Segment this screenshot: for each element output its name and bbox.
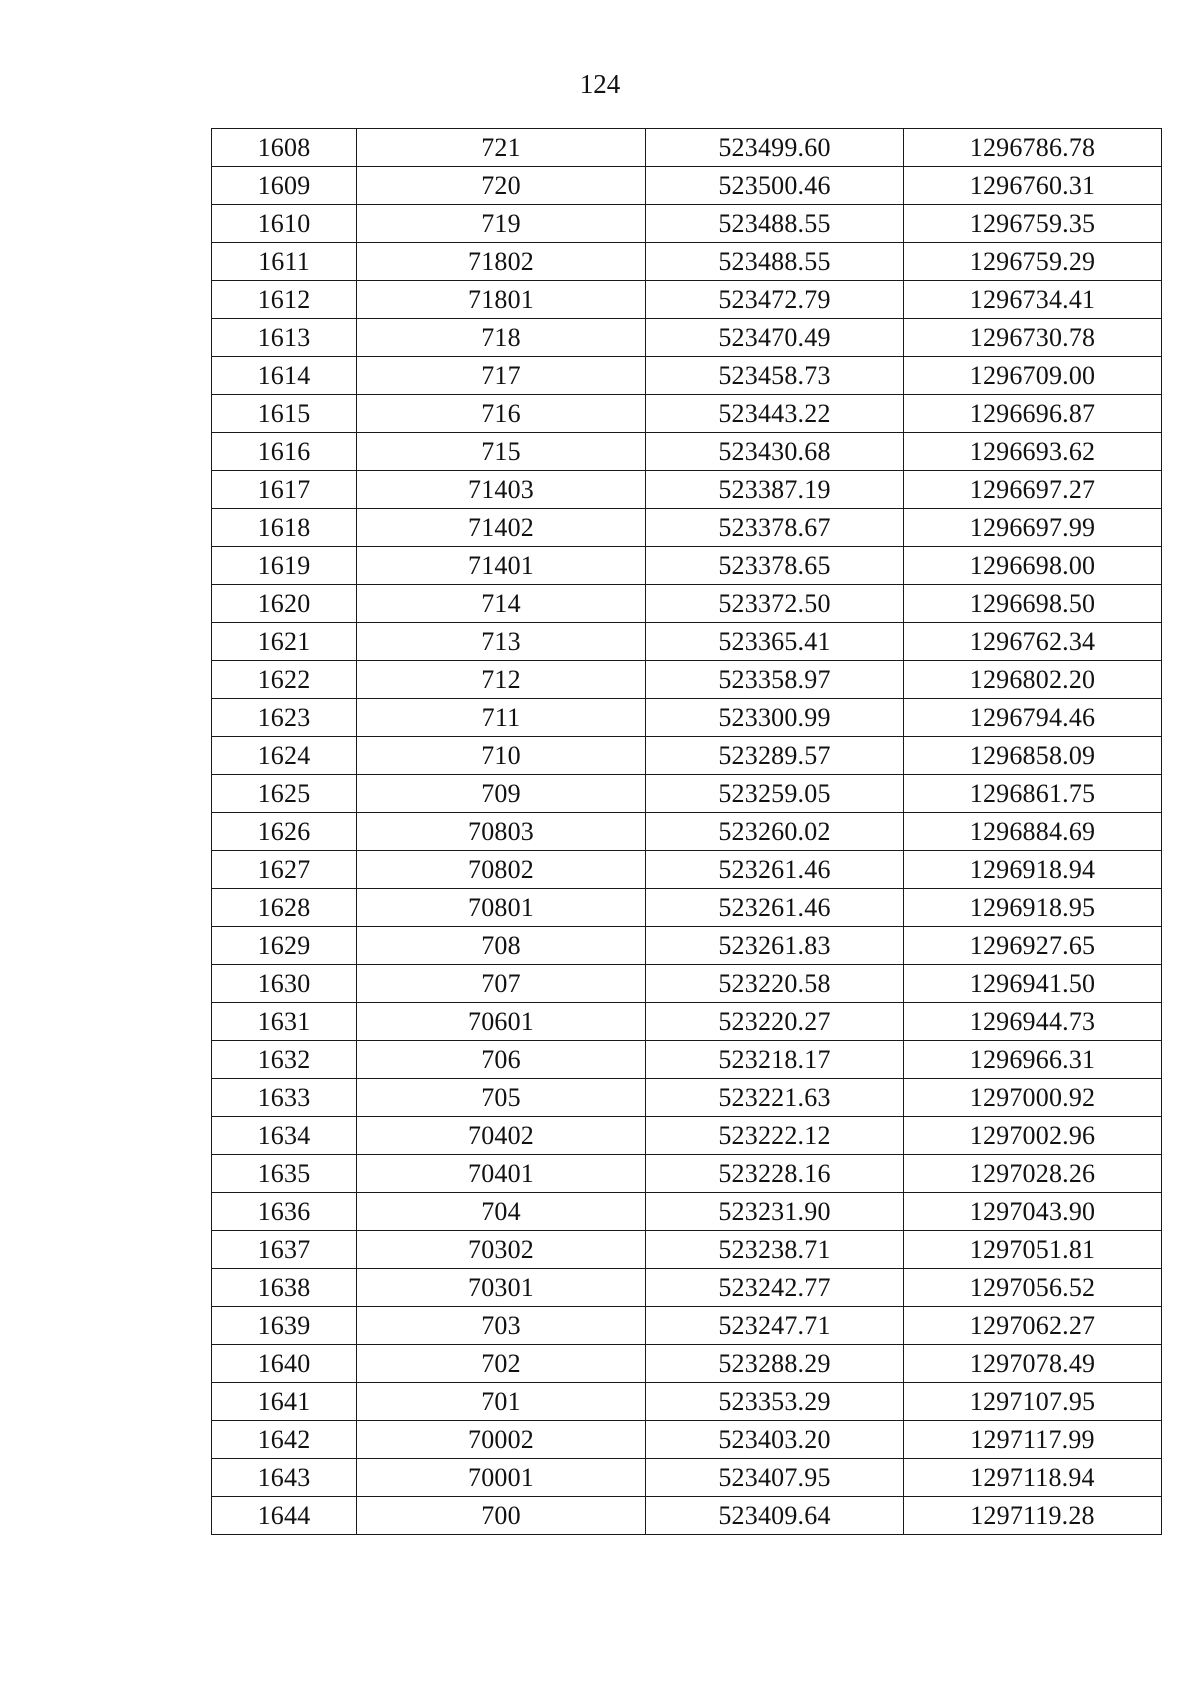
x-coordinate-cell: 523365.41 bbox=[646, 623, 904, 661]
x-coordinate-cell: 523261.83 bbox=[646, 927, 904, 965]
x-coordinate-cell: 523231.90 bbox=[646, 1193, 904, 1231]
point-id-cell: 713 bbox=[357, 623, 646, 661]
table-row bbox=[212, 509, 1162, 547]
x-coordinate-cell: 523430.68 bbox=[646, 433, 904, 471]
table-row bbox=[212, 205, 1162, 243]
table-row bbox=[212, 471, 1162, 509]
y-coordinate-cell: 1296698.00 bbox=[904, 547, 1162, 585]
x-coordinate-cell: 523472.79 bbox=[646, 281, 904, 319]
y-coordinate-cell: 1296698.50 bbox=[904, 585, 1162, 623]
x-coordinate-cell: 523488.55 bbox=[646, 205, 904, 243]
table-row bbox=[212, 775, 1162, 813]
y-coordinate-cell: 1297002.96 bbox=[904, 1117, 1162, 1155]
y-coordinate-cell: 1297107.95 bbox=[904, 1383, 1162, 1421]
x-coordinate-cell: 523289.57 bbox=[646, 737, 904, 775]
point-id-cell: 70401 bbox=[357, 1155, 646, 1193]
point-id-cell: 707 bbox=[357, 965, 646, 1003]
y-coordinate-cell: 1296697.27 bbox=[904, 471, 1162, 509]
point-id-cell: 712 bbox=[357, 661, 646, 699]
y-coordinate-cell: 1296858.09 bbox=[904, 737, 1162, 775]
row-number-cell: 1610 bbox=[212, 205, 357, 243]
row-number-cell: 1629 bbox=[212, 927, 357, 965]
y-coordinate-cell: 1297119.28 bbox=[904, 1497, 1162, 1535]
table-row bbox=[212, 1497, 1162, 1535]
point-id-cell: 718 bbox=[357, 319, 646, 357]
y-coordinate-cell: 1296693.62 bbox=[904, 433, 1162, 471]
x-coordinate-cell: 523242.77 bbox=[646, 1269, 904, 1307]
row-number-cell: 1624 bbox=[212, 737, 357, 775]
point-id-cell: 720 bbox=[357, 167, 646, 205]
point-id-cell: 70002 bbox=[357, 1421, 646, 1459]
x-coordinate-cell: 523218.17 bbox=[646, 1041, 904, 1079]
row-number-cell: 1612 bbox=[212, 281, 357, 319]
row-number-cell: 1642 bbox=[212, 1421, 357, 1459]
row-number-cell: 1641 bbox=[212, 1383, 357, 1421]
point-id-cell: 702 bbox=[357, 1345, 646, 1383]
y-coordinate-cell: 1296944.73 bbox=[904, 1003, 1162, 1041]
y-coordinate-cell: 1296762.34 bbox=[904, 623, 1162, 661]
y-coordinate-cell: 1296794.46 bbox=[904, 699, 1162, 737]
x-coordinate-cell: 523261.46 bbox=[646, 851, 904, 889]
x-coordinate-cell: 523220.58 bbox=[646, 965, 904, 1003]
row-number-cell: 1639 bbox=[212, 1307, 357, 1345]
y-coordinate-cell: 1296918.94 bbox=[904, 851, 1162, 889]
x-coordinate-cell: 523288.29 bbox=[646, 1345, 904, 1383]
row-number-cell: 1615 bbox=[212, 395, 357, 433]
x-coordinate-cell: 523378.67 bbox=[646, 509, 904, 547]
row-number-cell: 1630 bbox=[212, 965, 357, 1003]
point-id-cell: 71401 bbox=[357, 547, 646, 585]
y-coordinate-cell: 1296861.75 bbox=[904, 775, 1162, 813]
row-number-cell: 1644 bbox=[212, 1497, 357, 1535]
row-number-cell: 1643 bbox=[212, 1459, 357, 1497]
point-id-cell: 70302 bbox=[357, 1231, 646, 1269]
point-id-cell: 70802 bbox=[357, 851, 646, 889]
row-number-cell: 1626 bbox=[212, 813, 357, 851]
x-coordinate-cell: 523500.46 bbox=[646, 167, 904, 205]
x-coordinate-cell: 523247.71 bbox=[646, 1307, 904, 1345]
y-coordinate-cell: 1296709.00 bbox=[904, 357, 1162, 395]
row-number-cell: 1637 bbox=[212, 1231, 357, 1269]
point-id-cell: 721 bbox=[357, 129, 646, 167]
row-number-cell: 1613 bbox=[212, 319, 357, 357]
y-coordinate-cell: 1297078.49 bbox=[904, 1345, 1162, 1383]
y-coordinate-cell: 1296760.31 bbox=[904, 167, 1162, 205]
row-number-cell: 1622 bbox=[212, 661, 357, 699]
row-number-cell: 1633 bbox=[212, 1079, 357, 1117]
y-coordinate-cell: 1296696.87 bbox=[904, 395, 1162, 433]
point-id-cell: 70001 bbox=[357, 1459, 646, 1497]
x-coordinate-cell: 523222.12 bbox=[646, 1117, 904, 1155]
y-coordinate-cell: 1296802.20 bbox=[904, 661, 1162, 699]
table-row bbox=[212, 357, 1162, 395]
table-row bbox=[212, 243, 1162, 281]
x-coordinate-cell: 523409.64 bbox=[646, 1497, 904, 1535]
point-id-cell: 71801 bbox=[357, 281, 646, 319]
point-id-cell: 715 bbox=[357, 433, 646, 471]
point-id-cell: 71402 bbox=[357, 509, 646, 547]
row-number-cell: 1617 bbox=[212, 471, 357, 509]
table-row bbox=[212, 1193, 1162, 1231]
table-row bbox=[212, 965, 1162, 1003]
point-id-cell: 71802 bbox=[357, 243, 646, 281]
point-id-cell: 701 bbox=[357, 1383, 646, 1421]
x-coordinate-cell: 523387.19 bbox=[646, 471, 904, 509]
table-row bbox=[212, 623, 1162, 661]
point-id-cell: 700 bbox=[357, 1497, 646, 1535]
y-coordinate-cell: 1297043.90 bbox=[904, 1193, 1162, 1231]
y-coordinate-cell: 1297117.99 bbox=[904, 1421, 1162, 1459]
y-coordinate-cell: 1296918.95 bbox=[904, 889, 1162, 927]
x-coordinate-cell: 523221.63 bbox=[646, 1079, 904, 1117]
table-row bbox=[212, 813, 1162, 851]
row-number-cell: 1614 bbox=[212, 357, 357, 395]
row-number-cell: 1636 bbox=[212, 1193, 357, 1231]
y-coordinate-cell: 1296730.78 bbox=[904, 319, 1162, 357]
row-number-cell: 1632 bbox=[212, 1041, 357, 1079]
table-row bbox=[212, 927, 1162, 965]
y-coordinate-cell: 1296759.29 bbox=[904, 243, 1162, 281]
row-number-cell: 1634 bbox=[212, 1117, 357, 1155]
table-row bbox=[212, 129, 1162, 167]
point-id-cell: 717 bbox=[357, 357, 646, 395]
y-coordinate-cell: 1297051.81 bbox=[904, 1231, 1162, 1269]
table-row bbox=[212, 737, 1162, 775]
table-row bbox=[212, 547, 1162, 585]
x-coordinate-cell: 523378.65 bbox=[646, 547, 904, 585]
row-number-cell: 1611 bbox=[212, 243, 357, 281]
point-id-cell: 714 bbox=[357, 585, 646, 623]
y-coordinate-cell: 1297062.27 bbox=[904, 1307, 1162, 1345]
x-coordinate-cell: 523488.55 bbox=[646, 243, 904, 281]
x-coordinate-cell: 523443.22 bbox=[646, 395, 904, 433]
x-coordinate-cell: 523300.99 bbox=[646, 699, 904, 737]
x-coordinate-cell: 523261.46 bbox=[646, 889, 904, 927]
point-id-cell: 710 bbox=[357, 737, 646, 775]
y-coordinate-cell: 1297028.26 bbox=[904, 1155, 1162, 1193]
x-coordinate-cell: 523407.95 bbox=[646, 1459, 904, 1497]
point-id-cell: 70801 bbox=[357, 889, 646, 927]
row-number-cell: 1616 bbox=[212, 433, 357, 471]
y-coordinate-cell: 1296697.99 bbox=[904, 509, 1162, 547]
table-row bbox=[212, 1231, 1162, 1269]
table-row bbox=[212, 1383, 1162, 1421]
row-number-cell: 1627 bbox=[212, 851, 357, 889]
table-row bbox=[212, 1155, 1162, 1193]
table-row bbox=[212, 585, 1162, 623]
table-row bbox=[212, 1269, 1162, 1307]
point-id-cell: 711 bbox=[357, 699, 646, 737]
y-coordinate-cell: 1297000.92 bbox=[904, 1079, 1162, 1117]
y-coordinate-cell: 1296966.31 bbox=[904, 1041, 1162, 1079]
row-number-cell: 1620 bbox=[212, 585, 357, 623]
row-number-cell: 1638 bbox=[212, 1269, 357, 1307]
y-coordinate-cell: 1297118.94 bbox=[904, 1459, 1162, 1497]
table-row bbox=[212, 1307, 1162, 1345]
point-id-cell: 704 bbox=[357, 1193, 646, 1231]
table-row bbox=[212, 699, 1162, 737]
table-row bbox=[212, 1421, 1162, 1459]
x-coordinate-cell: 523470.49 bbox=[646, 319, 904, 357]
coordinates-table bbox=[211, 128, 1162, 1535]
point-id-cell: 705 bbox=[357, 1079, 646, 1117]
table-row bbox=[212, 1003, 1162, 1041]
y-coordinate-cell: 1296734.41 bbox=[904, 281, 1162, 319]
point-id-cell: 716 bbox=[357, 395, 646, 433]
table-row bbox=[212, 281, 1162, 319]
table-row bbox=[212, 1079, 1162, 1117]
table-row bbox=[212, 1117, 1162, 1155]
table-row bbox=[212, 395, 1162, 433]
row-number-cell: 1608 bbox=[212, 129, 357, 167]
row-number-cell: 1609 bbox=[212, 167, 357, 205]
y-coordinate-cell: 1296941.50 bbox=[904, 965, 1162, 1003]
point-id-cell: 719 bbox=[357, 205, 646, 243]
x-coordinate-cell: 523358.97 bbox=[646, 661, 904, 699]
point-id-cell: 709 bbox=[357, 775, 646, 813]
x-coordinate-cell: 523458.73 bbox=[646, 357, 904, 395]
row-number-cell: 1618 bbox=[212, 509, 357, 547]
table-row bbox=[212, 661, 1162, 699]
table-row bbox=[212, 851, 1162, 889]
x-coordinate-cell: 523259.05 bbox=[646, 775, 904, 813]
point-id-cell: 70402 bbox=[357, 1117, 646, 1155]
point-id-cell: 71403 bbox=[357, 471, 646, 509]
point-id-cell: 703 bbox=[357, 1307, 646, 1345]
row-number-cell: 1628 bbox=[212, 889, 357, 927]
y-coordinate-cell: 1296759.35 bbox=[904, 205, 1162, 243]
table-row bbox=[212, 1041, 1162, 1079]
x-coordinate-cell: 523228.16 bbox=[646, 1155, 904, 1193]
x-coordinate-cell: 523499.60 bbox=[646, 129, 904, 167]
point-id-cell: 70803 bbox=[357, 813, 646, 851]
point-id-cell: 70301 bbox=[357, 1269, 646, 1307]
x-coordinate-cell: 523220.27 bbox=[646, 1003, 904, 1041]
row-number-cell: 1621 bbox=[212, 623, 357, 661]
row-number-cell: 1619 bbox=[212, 547, 357, 585]
x-coordinate-cell: 523372.50 bbox=[646, 585, 904, 623]
y-coordinate-cell: 1297056.52 bbox=[904, 1269, 1162, 1307]
row-number-cell: 1631 bbox=[212, 1003, 357, 1041]
row-number-cell: 1623 bbox=[212, 699, 357, 737]
x-coordinate-cell: 523260.02 bbox=[646, 813, 904, 851]
y-coordinate-cell: 1296927.65 bbox=[904, 927, 1162, 965]
x-coordinate-cell: 523353.29 bbox=[646, 1383, 904, 1421]
row-number-cell: 1625 bbox=[212, 775, 357, 813]
y-coordinate-cell: 1296884.69 bbox=[904, 813, 1162, 851]
table-row bbox=[212, 433, 1162, 471]
x-coordinate-cell: 523238.71 bbox=[646, 1231, 904, 1269]
table-row bbox=[212, 1459, 1162, 1497]
page-number: 124 bbox=[579, 69, 621, 99]
row-number-cell: 1640 bbox=[212, 1345, 357, 1383]
point-id-cell: 70601 bbox=[357, 1003, 646, 1041]
point-id-cell: 708 bbox=[357, 927, 646, 965]
table-row bbox=[212, 1345, 1162, 1383]
x-coordinate-cell: 523403.20 bbox=[646, 1421, 904, 1459]
table-row bbox=[212, 889, 1162, 927]
coordinates-table-body bbox=[212, 129, 1162, 1535]
table-row bbox=[212, 319, 1162, 357]
point-id-cell: 706 bbox=[357, 1041, 646, 1079]
y-coordinate-cell: 1296786.78 bbox=[904, 129, 1162, 167]
row-number-cell: 1635 bbox=[212, 1155, 357, 1193]
table-row bbox=[212, 167, 1162, 205]
